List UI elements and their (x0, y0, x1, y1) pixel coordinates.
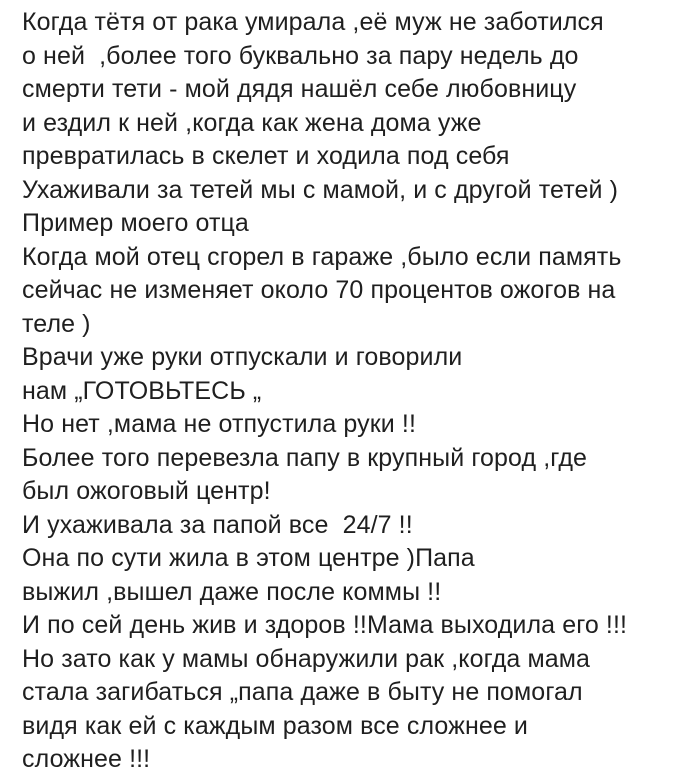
text-line: нам „ГОТОВЬТЕСЬ „ (22, 376, 262, 405)
text-line: выжил ,вышел даже после коммы !! (22, 577, 442, 606)
post-text (22, 6, 692, 777)
text-line: И ухаживала за папой все 24/7 !! (22, 510, 413, 539)
text-line: превратилась в скелет и ходила под себя (22, 142, 510, 170)
text-line: Более того перевезла папу в крупный город ,где (22, 443, 588, 472)
text-line: сложнее !!! (22, 745, 151, 773)
text-line: стала загибаться „папа даже в быту не помогал (22, 678, 583, 706)
text-line: Пример моего отца (22, 209, 249, 237)
text-line: видя как ей с каждым разом все сложнее и (22, 711, 528, 740)
text-line: сейчас не изменяет около 70 процентов ожогов на (22, 276, 616, 304)
text-line: Врачи уже руки отпускали и говорили (22, 343, 463, 371)
text-line: Когда тётя от рака умирала ,её муж не заботился (22, 8, 604, 36)
text-line: Но зато как у мамы обнаружили рак ,когда мама (22, 644, 591, 673)
text-line: Но нет ,мама не отпустила руки !! (22, 410, 416, 438)
text-line: Ухаживали за тетей мы с мамой, и с другой тетей ) (22, 175, 619, 204)
text-line: И по сей день жив и здоров !!Мама выходила его !!! (22, 611, 628, 639)
text-line: Когда мой отец сгорел в гараже ,было если память (22, 242, 622, 271)
text-line: теле ) (22, 309, 91, 338)
text-line: Она по сути жила в этом центре )Папа (22, 544, 475, 572)
text-line: смерти тети - мой дядя нашёл себе любовницу (22, 75, 577, 103)
text-line: был ожоговый центр! (22, 477, 271, 505)
text-line: о ней ,более того буквально за пару недель до (22, 41, 579, 70)
text-line: и ездил к ней ,когда как жена дома уже (22, 108, 482, 137)
